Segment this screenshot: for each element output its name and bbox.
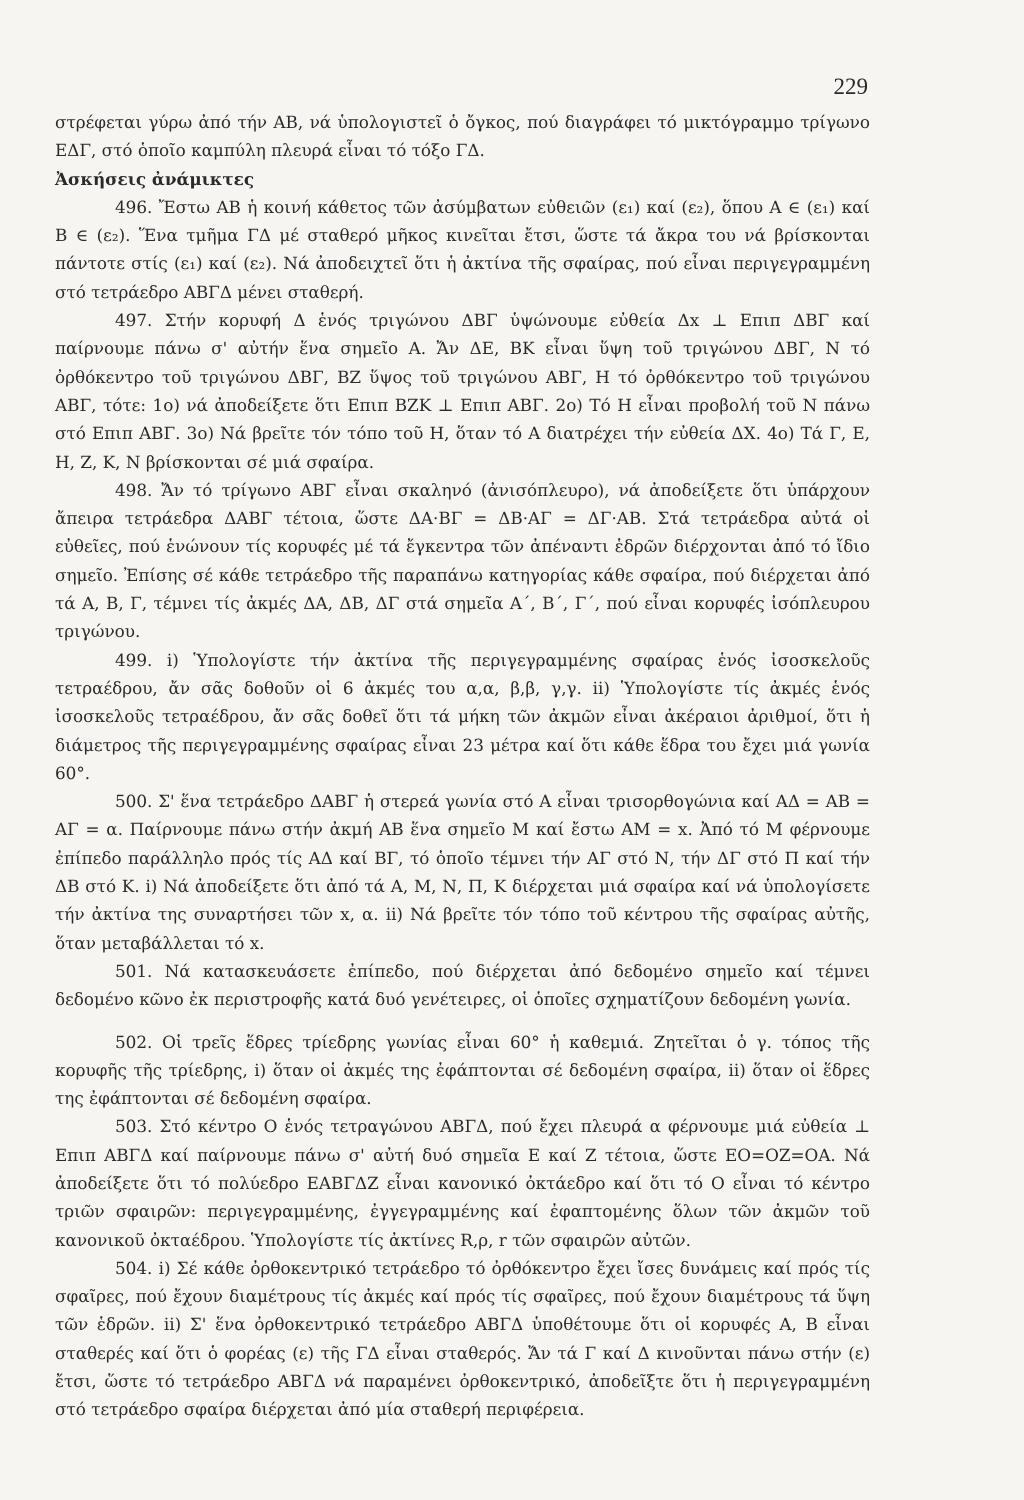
exercise-503: 503. Στό κέντρο Ο ἑνός τετραγώνου ΑΒΓΔ, πού ἔχει πλευρά α φέρνουμε μιά εὐθεία ⊥ Επιπ ΑΒΓΔ καί παίρνουμε πάνω σ' αὐτή δυό σημεῖα Ε καί Ζ τέτοια, ὥστε ΕΟ=ΟΖ=ΟΑ. Νά ἀποδείξετε ὅτι τό πολύεδρο ΕΑΒΓΔΖ εἶναι κανονικό ὀκτάεδρο καί ὅτι τό Ο εἶναι τό κέντρο τριῶν σφαιρῶν: περιγεγραμμένης, ἐγγεγραμμένης καί ἐφαπτομένης ὅλων τῶν ἀκμῶν τοῦ κανονικοῦ ὀκταέδρου. Ὑπολογίστε τίς ἀκτίνες R,ρ, r τῶν σφαιρῶν αὐτῶν. — [55, 1116, 870, 1250]
exercise-500: 500. Σ' ἕνα τετράεδρο ΔΑΒΓ ἡ στερεά γωνία στό Α εἶναι τρισορθογώνια καί ΑΔ = ΑΒ = ΑΓ = α. Παίρνουμε πάνω στήν ἀκμή ΑΒ ἕνα σημεῖο Μ καί ἔστω ΑΜ = x. Ἀπό τό Μ φέρνουμε ἐπίπεδο παράλληλο πρός τίς ΑΔ καί ΒΓ, τό ὁποῖο τέμνει τήν ΑΓ στό Ν, τήν ΔΓ στό Π καί τήν ΔΒ στό Κ. i) Νά ἀποδείξετε ὅτι ἀπό τά Α, Μ, Ν, Π, Κ διέρχεται μιά σφαίρα καί νά ὑπολογίσετε τήν ἀκτίνα της συναρτήσει τῶν x, α. ii) Νά βρεῖτε τόν τόπο τοῦ κέντρου τῆς σφαίρας αὐτῆς, ὅταν μεταβάλλεται τό x. — [55, 791, 870, 953]
exercise-498: 498. Ἄν τό τρίγωνο ΑΒΓ εἶναι σκαληνό (ἀνισόπλευρο), νά ἀποδείξετε ὅτι ὑπάρχουν ἄπειρα τετράεδρα ΔΑΒΓ τέτοια, ὥστε ΔΑ·ΒΓ = ΔΒ·ΑΓ = ΔΓ·ΑΒ. Στά τετράεδρα αὐτά οἱ εὐθεῖες, πού ἑνώνουν τίς κορυφές μέ τά ἔγκεντρα τῶν ἀπέναντι ἑδρῶν διέρχονται ἀπό τό ἴδιο σημεῖο. Ἐπίσης σέ κάθε τετράεδρο τῆς παραπάνω κατηγορίας κάθε σφαίρα, πού διέρχεται ἀπό τά Α, Β, Γ, τέμνει τίς ἀκμές ΔΑ, ΔΒ, ΔΓ στά σημεῖα Α΄, Β΄, Γ΄, πού εἶναι κορυφές ἰσόπλευρου τριγώνου. — [55, 479, 870, 642]
exercise-501: 501. Νά κατασκευάσετε ἐπίπεδο, πού διέρχεται ἀπό δεδομένο σημεῖο καί τέμνει δεδομένο κῶνο ἐκ περιστροφῆς κατά δυό γενέτειρες, οἱ ὁποῖες σχηματίζουν δεδομένη γωνία. — [55, 960, 870, 1010]
section-heading: Ἀσκήσεις ἀνάμικτες — [55, 168, 255, 189]
exercise-496: 496. Ἔστω ΑΒ ἡ κοινή κάθετος τῶν ἀσύμβατων εὐθειῶν (ε₁) καί (ε₂), ὅπου Α ∈ (ε₁) καί Β ∈ (ε₂). Ἕνα τμῆμα ΓΔ μέ σταθερό μῆκος κινεῖται ἔτσι, ὥστε τά ἄκρα του νά βρίσκονται πάντοτε στίς (ε₁) καί (ε₂). Νά ἀποδειχτεῖ ὅτι ἡ ἀκτίνα τῆς σφαίρας, πού εἶναι περιγεγραμμένη στό τετράεδρο ΑΒΓΔ μένει σταθερή. — [55, 196, 870, 302]
exercise-499: 499. i) Ὑπολογίστε τήν ἀκτίνα τῆς περιγεγραμμένης σφαίρας ἑνός ἰσοσκελοῦς τετραέδρου, ἄν σᾶς δοθοῦν οἱ 6 ἀκμές του α,α, β,β, γ,γ. ii) Ὑπολογίστε τίς ἀκμές ἑνός ἰσοσκελοῦς τετραέδρου, ἄν σᾶς δοθεῖ ὅτι τά μήκη τῶν ἀκμῶν εἶναι ἀκέραιοι ἀριθμοί, ὅτι ἡ διάμετρος τῆς περιγεγραμμένης σφαίρας εἶναι 23 μέτρα καί ὅτι κάθε ἕδρα του ἔχει μιά γωνία 60°. — [55, 649, 870, 783]
page-number: 229 — [833, 74, 868, 99]
exercise-497: 497. Στήν κορυφή Δ ἑνός τριγώνου ΔΒΓ ὑψώνουμε εὐθεία Δx ⊥ Επιπ ΔΒΓ καί παίρνουμε πάνω σ' αὐτήν ἕνα σημεῖο Α. Ἄν ΔΕ, ΒΚ εἶναι ὕψη τοῦ τριγώνου ΔΒΓ, Ν τό ὀρθόκεντρο τοῦ τριγώνου ΔΒΓ, ΒΖ ὕψος τοῦ τριγώνου ΑΒΓ, Η τό ὀρθόκεντρο τοῦ τριγώνου ΑΒΓ, τότε: 1ο) νά ἀποδείξετε ὅτι Επιπ ΒΖΚ ⊥ Επιπ ΑΒΓ. 2ο) Τό Η εἶναι προβολή τοῦ Ν πάνω στό Επιπ ΑΒΓ. 3ο) Νά βρεῖτε τόν τόπο τοῦ Η, ὅταν τό Α διατρέχει τήν εὐθεία ΔΧ. 4ο) Τά Γ, Ε, Η, Ζ, Κ, Ν βρίσκονται σέ μιά σφαίρα. — [55, 310, 870, 472]
intro-paragraph: στρέφεται γύρω ἀπό τήν ΑΒ, νά ὑπολογιστεῖ ὁ ὄγκος, πού διαγράφει τό μικτόγραμμο τρίγωνο ΕΔΓ, στό ὁποῖο καμπύλη πλευρά εἶναι τό τόξο ΓΔ. — [55, 112, 870, 161]
exercise-502: 502. Οἱ τρεῖς ἕδρες τρίεδρης γωνίας εἶναι 60° ἡ καθεμιά. Ζητεῖται ὁ γ. τόπος τῆς κορυφῆς τῆς τρίεδρης, i) ὅταν οἱ ἀκμές της ἐφάπτονται σέ δεδομένη σφαίρα, ii) ὅταν οἱ ἕδρες της ἐφάπτονται σέ δεδομένη σφαίρα. — [55, 1031, 870, 1109]
exercise-504: 504. i) Σέ κάθε ὀρθοκεντρικό τετράεδρο τό ὀρθόκεντρο ἔχει ἴσες δυνάμεις καί πρός τίς σφαῖρες, πού ἔχουν διαμέτρους τίς ἀκμές καί πρός τίς σφαῖρες, πού ἔχουν διαμέτρους τά ὕψη τῶν ἑδρῶν. ii) Σ' ἕνα ὀρθοκεντρικό τετράεδρο ΑΒΓΔ ὑποθέτουμε ὅτι οἱ κορυφές Α, Β εἶναι σταθερές καί ὅτι ὁ φορέας (ε) τῆς ΓΔ εἶναι σταθερός. Ἄν τά Γ καί Δ κινοῦνται πάνω στήν (ε) ἔτσι, ὥστε τό τετράεδρο ΑΒΓΔ νά παραμένει ὀρθοκεντρικό, ἀποδεῖξτε ὅτι ἡ περιγεγραμμένη στό τετράεδρο σφαίρα διέρχεται ἀπό μία σταθερή περιφέρεια. — [55, 1257, 870, 1420]
paragraph-gap — [55, 1014, 870, 1028]
page-text — [55, 108, 870, 1424]
